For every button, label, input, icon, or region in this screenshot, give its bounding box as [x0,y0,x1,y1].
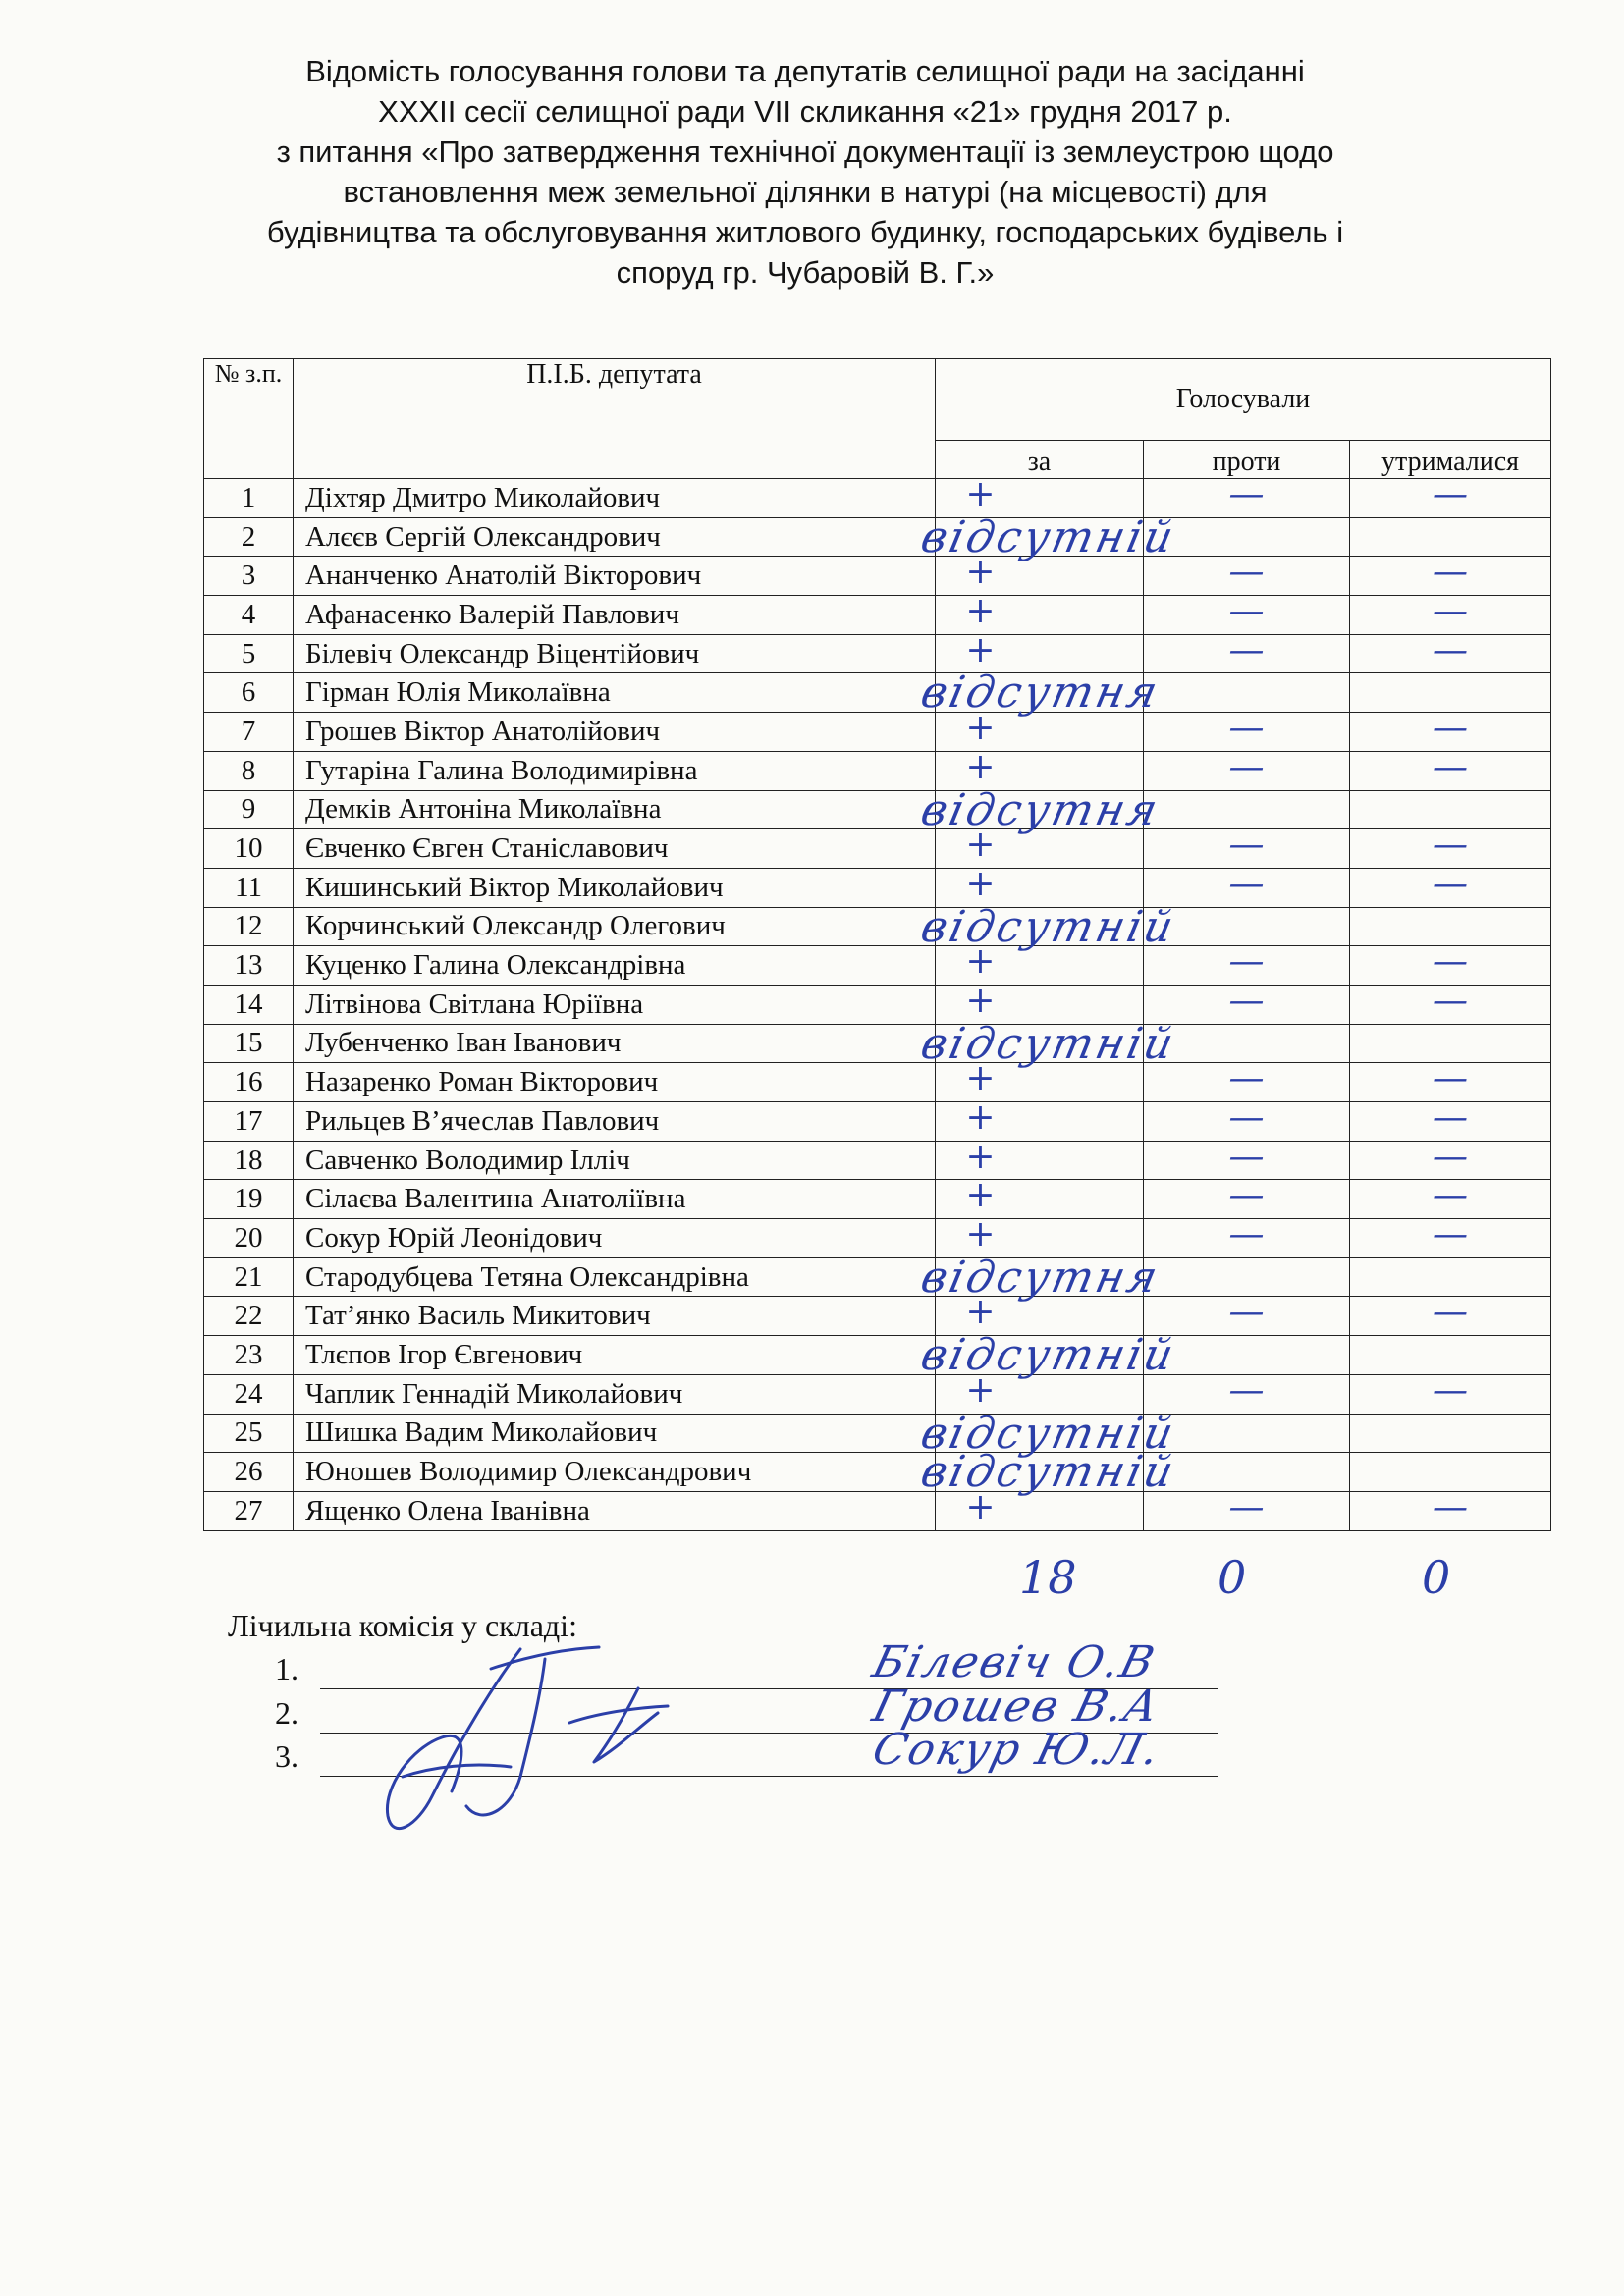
deputy-name [294,667,1164,719]
vote-abstain-mark: — [1433,708,1468,749]
vote-abstain-mark: — [1433,980,1468,1021]
table-row [204,1063,1551,1102]
deputy-name [294,901,1181,952]
deputy-name-text: Савченко Володимир Ілліч [305,1144,630,1176]
vote-against-cell [1144,1214,1350,1258]
deputy-name [294,1018,1181,1069]
member-name: Грошев В.А [867,1682,1166,1732]
table-row [204,517,1551,557]
vote-abstain-cell [1350,1486,1551,1530]
vote-abstain-cell [1350,825,1551,869]
vote-for-cell [936,1024,1144,1063]
deputy-name-text: Стародубцева Тетяна Олександрівна [305,1260,749,1293]
vote-abstain-mark: — [1433,825,1468,866]
title-line: встановлення меж земельної ділянки в натурі (на місцевості) для [343,175,1268,209]
vote-abstain-mark: — [1433,1292,1468,1333]
deputy-name-text: Шишка Вадим Миколайович [305,1416,658,1449]
vote-abstain-mark: — [1433,552,1468,593]
handwritten-signatures-icon [373,1629,707,1855]
vote-against-cell [1144,1097,1350,1142]
deputy-name [294,1063,936,1102]
row-number: 21 [204,1257,294,1297]
voting-table [203,358,1551,1531]
vote-for-cell [936,941,1144,986]
vote-for-mark: + [965,552,996,593]
deputy-name-text: Алєєв Сергій Олександрович [305,520,661,553]
row-number: 10 [204,829,294,869]
vote-for-cell [936,790,1144,829]
col-against-header: проти [1144,441,1350,479]
vote-for-cell [936,1336,1144,1375]
row-number: 22 [204,1297,294,1336]
row-number: 5 [204,634,294,673]
vote-against-mark: — [1228,1136,1265,1177]
vote-abstain-cell [1350,591,1551,635]
table-row [204,907,1551,946]
row-number: 9 [204,790,294,829]
vote-for-mark: + [965,591,996,632]
row-number: 19 [204,1180,294,1219]
deputy-name-text: Демків Антоніна Миколаївна [305,793,662,826]
table-row [204,713,1551,752]
deputy-name-text: Юношев Володимир Олександрович [305,1456,752,1488]
vote-for-mark: + [965,941,996,983]
vote-against-cell [1144,1369,1350,1414]
vote-abstain-cell [1350,1214,1551,1258]
vote-abstain-cell [1350,1136,1551,1180]
deputy-name-text: Тлєпов Ігор Євгенович [305,1338,583,1370]
deputy-name [294,557,936,596]
vote-against-mark: — [1228,708,1265,749]
vote-against-cell [1144,1257,1350,1297]
vote-abstain-cell [1350,1097,1551,1142]
vote-abstain-mark: — [1433,1097,1468,1138]
vote-against-cell [1144,673,1350,713]
row-number: 2 [204,517,294,557]
vote-abstain-mark: — [1433,746,1468,787]
row-number: 20 [204,1219,294,1258]
col-number-header: № з.п. [204,359,294,479]
vote-for-cell [936,825,1144,869]
row-number: 23 [204,1336,294,1375]
vote-against-mark: — [1228,863,1265,904]
member-name: Білевіч О.В [867,1637,1162,1687]
vote-abstain-mark: — [1433,1214,1468,1255]
deputy-name-text: Літвінова Світлана Юріївна [305,988,644,1020]
deputy-name-text: Ананченко Анатолій Вікторович [305,560,702,592]
absent-note: відсутній [916,1408,1181,1459]
total-abstain: 0 [1422,1551,1451,1604]
table-row [204,479,1551,518]
row-number: 3 [204,557,294,596]
row-number: 4 [204,596,294,635]
document-title [147,51,1463,293]
vote-against-cell [1144,941,1350,986]
vote-against-mark: — [1228,629,1265,670]
row-number: 27 [204,1491,294,1530]
vote-against-mark: — [1228,1058,1265,1099]
vote-for-cell [936,517,1144,557]
row-number: 7 [204,713,294,752]
vote-against-cell [1144,1292,1350,1336]
vote-for-mark: + [965,1486,996,1527]
vote-for-cell [936,673,1144,713]
vote-against-mark: — [1228,1486,1265,1527]
vote-for-cell [936,980,1144,1024]
table-row [204,946,1551,986]
vote-abstain-mark: — [1433,1175,1468,1216]
vote-against-cell [1144,552,1350,596]
deputy-name-text: Білевіч Олександр Віцентійович [305,637,700,669]
vote-for-mark: + [965,629,996,670]
deputy-name [294,479,936,518]
deputy-name [294,829,936,869]
vote-for-mark: + [965,746,996,787]
vote-for-cell [936,1486,1144,1530]
vote-for-mark: + [965,708,996,749]
absent-note: відсутній [916,1447,1181,1498]
vote-for-cell [936,1097,1144,1142]
table-row [204,1336,1551,1375]
vote-against-mark: — [1228,1292,1265,1333]
deputy-name-text: Діхтяр Дмитро Миколайович [305,481,661,513]
vote-for-cell [936,591,1144,635]
vote-abstain-mark: — [1433,1058,1468,1099]
vote-for-mark: + [965,863,996,904]
deputy-name-text: Сілаєва Валентина Анатоліївна [305,1183,686,1215]
row-number: 24 [204,1374,294,1414]
vote-for-cell [936,629,1144,673]
deputy-name-text: Гутаріна Галина Володимирівна [305,754,698,786]
vote-against-mark: — [1228,746,1265,787]
title-line: Відомість голосування голови та депутатів селищної ради на засіданні [305,54,1305,88]
row-number: 12 [204,907,294,946]
table-row [204,751,1551,790]
absent-note: відсутня [916,784,1164,835]
vote-against-mark: — [1228,1175,1265,1216]
vote-for-mark: + [965,1097,996,1138]
table-row [204,1491,1551,1530]
deputy-name [294,868,936,907]
vote-for-cell [936,907,1144,946]
deputy-name-text: Куценко Галина Олександрівна [305,949,686,982]
vote-against-cell [1144,1486,1350,1530]
vote-for-cell [936,474,1144,518]
deputy-name [294,985,936,1024]
vote-for-mark: + [965,1058,996,1099]
vote-abstain-mark: — [1433,629,1468,670]
deputy-name [294,784,1164,835]
deputy-name-text: Ященко Олена Іванівна [305,1494,590,1526]
table-row [204,1453,1551,1492]
commission-label: Лічильна комісія у складі: [228,1608,577,1643]
table-row [204,557,1551,596]
vote-against-cell [1144,1175,1350,1219]
title-line: з питання «Про затвердження технічної документації із землеустрою щодо [276,134,1334,169]
vote-for-cell [936,863,1144,907]
vote-abstain-mark: — [1433,591,1468,632]
vote-against-mark: — [1228,980,1265,1021]
absent-note: відсутня [916,1252,1164,1303]
vote-for-cell [936,1136,1144,1180]
col-abstain-header: утрималися [1350,441,1551,479]
vote-for-mark: + [965,825,996,866]
deputy-name [294,713,936,752]
deputy-name [294,1408,1181,1459]
vote-for-mark: + [965,1369,996,1411]
vote-against-cell [1144,1414,1350,1453]
vote-for-cell [936,1175,1144,1219]
vote-against-cell [1144,474,1350,518]
vote-for-cell [936,1257,1144,1297]
row-number: 6 [204,673,294,713]
col-for-header: за [936,441,1144,479]
table-row [204,985,1551,1024]
deputy-name-text: Корчинський Олександр Олегович [305,910,726,942]
deputy-name-text: Грошев Віктор Анатолійович [305,715,661,747]
row-number: 1 [204,479,294,518]
vote-totals [0,1551,1624,1610]
deputy-name [294,1297,936,1336]
vote-against-mark: — [1228,552,1265,593]
vote-abstain-cell [1350,1369,1551,1414]
title-line: будівництва та обслуговування житлового будинку, господарських будівель і [266,215,1344,249]
deputy-name-text: Тат’янко Василь Микитович [305,1300,651,1332]
vote-abstain-cell [1350,1024,1551,1063]
vote-against-cell [1144,980,1350,1024]
total-for: 18 [1019,1551,1077,1604]
vote-against-mark: — [1228,474,1265,514]
vote-abstain-cell [1350,1336,1551,1375]
vote-against-cell [1144,629,1350,673]
col-name-header: П.І.Б. депутата [294,359,936,479]
deputy-name-text: Євченко Євген Станіславович [305,832,669,865]
title-line: споруд гр. Чубаровій В. Г.» [616,255,995,290]
vote-for-cell [936,746,1144,790]
vote-against-cell [1144,1136,1350,1180]
vote-abstain-cell [1350,629,1551,673]
deputy-name-text: Гірман Юлія Миколаївна [305,676,611,709]
vote-against-cell [1144,1336,1350,1375]
vote-abstain-cell [1350,790,1551,829]
row-number: 14 [204,985,294,1024]
table-row [204,790,1551,829]
vote-against-cell [1144,1453,1350,1492]
vote-against-cell [1144,863,1350,907]
row-number: 13 [204,946,294,986]
deputy-name-text: Чаплик Геннадій Миколайович [305,1377,683,1410]
vote-abstain-cell [1350,1175,1551,1219]
deputy-name [294,946,936,986]
title-line: ХХХІІ сесії селищної ради VІІ скликання «21» грудня 2017 р. [378,94,1232,129]
table-row [204,634,1551,673]
member-name: Сокур Ю.Л. [867,1725,1166,1775]
absent-note: відсутній [916,511,1181,562]
vote-for-mark: + [965,1214,996,1255]
deputy-name-text: Лубенченко Іван Іванович [305,1027,622,1059]
vote-for-cell [936,1292,1144,1336]
absent-note: відсутня [916,667,1164,719]
deputy-name [294,1141,936,1180]
row-number: 16 [204,1063,294,1102]
vote-abstain-cell [1350,1453,1551,1492]
row-number: 25 [204,1414,294,1453]
vote-against-cell [1144,708,1350,752]
table-row [204,673,1551,713]
vote-abstain-cell [1350,907,1551,946]
vote-abstain-mark: — [1433,474,1468,514]
vote-abstain-cell [1350,673,1551,713]
vote-against-mark: — [1228,941,1265,983]
vote-abstain-cell [1350,708,1551,752]
deputy-name-text: Кишинський Віктор Миколайович [305,871,724,903]
vote-for-cell [936,1369,1144,1414]
table-row [204,1297,1551,1336]
deputy-name [294,751,936,790]
vote-abstain-cell [1350,1414,1551,1453]
member-number: 1. [275,1651,298,1686]
deputy-name-text: Афанасенко Валерій Павлович [305,598,679,630]
vote-for-cell [936,552,1144,596]
table-row [204,829,1551,869]
row-number: 18 [204,1141,294,1180]
vote-for-cell [936,1414,1144,1453]
deputy-name [294,634,936,673]
vote-against-cell [1144,907,1350,946]
total-against: 0 [1218,1551,1247,1604]
vote-against-cell [1144,517,1350,557]
row-number: 15 [204,1024,294,1063]
vote-for-mark: + [965,1292,996,1333]
row-number: 26 [204,1453,294,1492]
deputy-name [294,1491,936,1530]
vote-for-mark: + [965,980,996,1021]
table-row [204,1374,1551,1414]
table-row [204,1141,1551,1180]
table-row [204,868,1551,907]
absent-note: відсутній [916,1018,1181,1069]
deputy-name [294,1374,936,1414]
vote-against-mark: — [1228,1214,1265,1255]
vote-abstain-cell [1350,1058,1551,1102]
deputy-name [294,1447,1181,1498]
vote-against-mark: — [1228,1097,1265,1138]
deputy-name-text: Рильцев В’ячеслав Павлович [305,1104,660,1137]
deputy-name [294,596,936,635]
deputy-name-text: Назаренко Роман Вікторович [305,1066,659,1098]
vote-abstain-mark: — [1433,941,1468,983]
deputy-name-text: Сокур Юрій Леонідович [305,1221,603,1254]
table-row [204,1414,1551,1453]
deputy-name [294,1180,936,1219]
vote-abstain-mark: — [1433,1369,1468,1411]
vote-abstain-cell [1350,552,1551,596]
vote-for-mark: + [965,1175,996,1216]
absent-note: відсутній [916,901,1181,952]
vote-against-cell [1144,1024,1350,1063]
vote-for-mark: + [965,474,996,514]
vote-against-mark: — [1228,1369,1265,1411]
vote-abstain-cell [1350,1292,1551,1336]
member-number: 2. [275,1695,298,1731]
table-row [204,1219,1551,1258]
vote-against-cell [1144,591,1350,635]
vote-abstain-cell [1350,1257,1551,1297]
vote-for-cell [936,1214,1144,1258]
vote-for-cell [936,1058,1144,1102]
absent-note: відсутній [916,1330,1181,1381]
table-row [204,1102,1551,1142]
vote-for-cell [936,708,1144,752]
vote-abstain-cell [1350,941,1551,986]
vote-abstain-mark: — [1433,1136,1468,1177]
vote-for-cell [936,1453,1144,1492]
deputy-name [294,1102,936,1142]
vote-abstain-mark: — [1433,1486,1468,1527]
row-number: 11 [204,868,294,907]
vote-against-cell [1144,790,1350,829]
vote-against-cell [1144,746,1350,790]
table-row [204,1180,1551,1219]
vote-abstain-cell [1350,746,1551,790]
vote-abstain-cell [1350,863,1551,907]
vote-against-mark: — [1228,591,1265,632]
deputy-name [294,1252,1164,1303]
deputy-name [294,1219,936,1258]
vote-abstain-cell [1350,474,1551,518]
vote-against-cell [1144,1058,1350,1102]
table-row [204,1257,1551,1297]
deputy-name [294,511,1181,562]
member-number: 3. [275,1738,298,1774]
deputy-name [294,1330,1181,1381]
vote-for-mark: + [965,1136,996,1177]
table-row [204,1024,1551,1063]
vote-abstain-mark: — [1433,863,1468,904]
vote-abstain-cell [1350,517,1551,557]
vote-against-mark: — [1228,825,1265,866]
row-number: 8 [204,751,294,790]
row-number: 17 [204,1102,294,1142]
table-row [204,596,1551,635]
voted-header: Голосували [936,359,1551,441]
vote-against-cell [1144,825,1350,869]
vote-abstain-cell [1350,980,1551,1024]
